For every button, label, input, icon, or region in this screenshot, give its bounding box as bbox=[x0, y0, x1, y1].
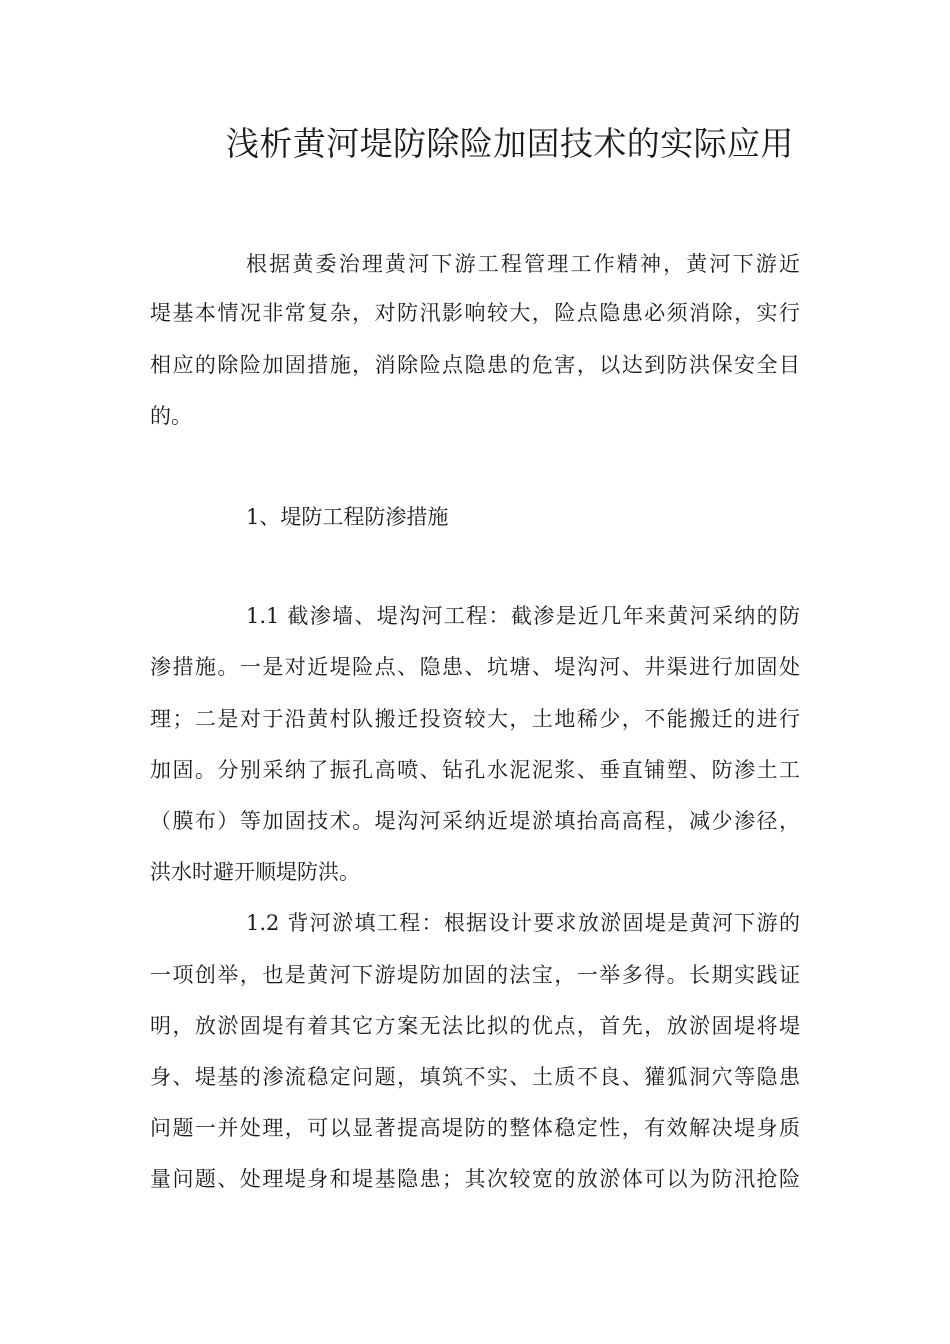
body-line-8: 加固。分别采纳了振孔高喷、钻孔水泥泥浆、垂直铺塑、防渗土工 bbox=[150, 758, 800, 782]
body-line-16: 量问题、处理堤身和堤基隐患；其次较宽的放淤体可以为防汛抢险 bbox=[150, 1167, 800, 1191]
body-line-7: 理；二是对于沿黄村队搬迁投资较大，土地稀少，不能搬迁的进行 bbox=[150, 707, 800, 731]
body-line-15: 问题一并处理，可以显著提高堤防的整体稳定性，有效解决堤身质 bbox=[150, 1116, 800, 1140]
body-line-2: 堤基本情况非常复杂，对防汛影响较大，险点隐患必须消除，实行 bbox=[150, 301, 800, 325]
body-line-13: 明，放淤固堤有着其它方案无法比拟的优点，首先，放淤固堤将堤 bbox=[150, 1014, 800, 1038]
document-title: 浅析黄河堤防除险加固技术的实际应用 bbox=[226, 124, 794, 163]
body-line-4: 的。 bbox=[150, 404, 192, 428]
body-line-9: （膜布）等加固技术。堤沟河采纳近堤淤填抬高高程，减少渗径， bbox=[150, 809, 800, 833]
body-line-5: 1.1 截渗墙、堤沟河工程：截渗是近几年来黄河采纳的防 bbox=[246, 604, 800, 628]
body-line-14: 身、堤基的渗流稳定问题，填筑不实、土质不良、獾狐洞穴等隐患 bbox=[150, 1065, 800, 1089]
body-line-3: 相应的除险加固措施，消除险点隐患的危害，以达到防洪保安全目 bbox=[150, 353, 800, 377]
section-heading-1: 1、堤防工程防渗措施 bbox=[246, 505, 449, 529]
body-line-12: 一项创举，也是黄河下游堤防加固的法宝，一举多得。长期实践证 bbox=[150, 963, 800, 987]
body-line-10: 洪水时避开顺堤防洪。 bbox=[150, 860, 360, 884]
body-line-11: 1.2 背河淤填工程：根据设计要求放淤固堤是黄河下游的 bbox=[246, 911, 800, 935]
body-line-6: 渗措施。一是对近堤险点、隐患、坑塘、堤沟河、井渠进行加固处 bbox=[150, 655, 800, 679]
body-line-1: 根据黄委治理黄河下游工程管理工作精神，黄河下游近 bbox=[246, 252, 800, 276]
